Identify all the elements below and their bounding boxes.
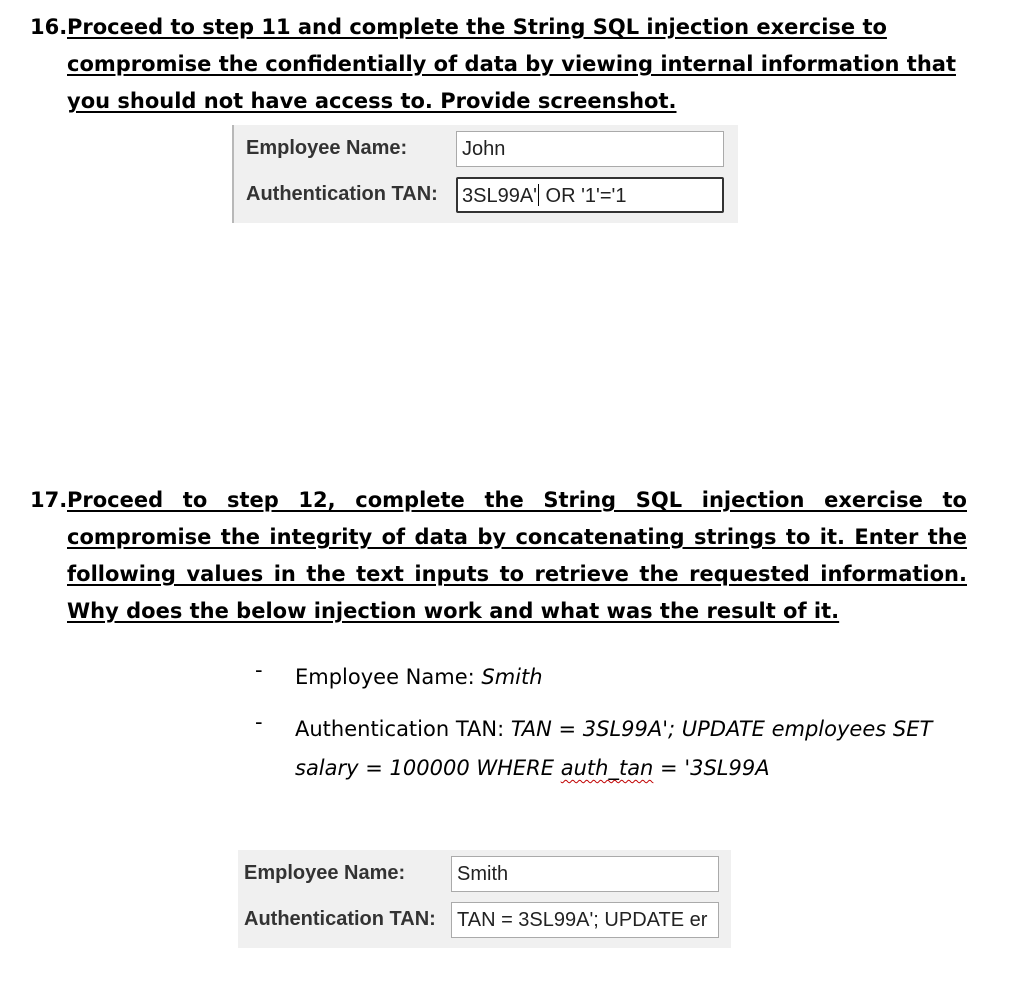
screenshot-panel-q17 (238, 850, 731, 948)
spellcheck-underlined-word: auth_tan (560, 756, 654, 780)
bullet-value-end: = '3SL99A (653, 756, 770, 780)
auth-tan-value-before-caret: 3SL99A' (462, 185, 537, 207)
auth-tan-value: TAN = 3SL99A'; UPDATE er (457, 909, 708, 931)
employee-name-label: Employee Name: (246, 137, 408, 159)
question-number: 16. (30, 15, 68, 39)
bullet-label: Authentication TAN: (295, 717, 511, 741)
list-dash: - (255, 710, 263, 734)
auth-tan-value-after-caret: OR '1'='1 (540, 185, 627, 207)
question-number: 17. (30, 488, 68, 512)
employee-name-row (238, 854, 731, 898)
auth-tan-input[interactable] (456, 177, 724, 213)
auth-tan-input[interactable] (451, 902, 719, 938)
employee-name-value: Smith (457, 863, 509, 885)
list-item-text (295, 658, 955, 697)
list-dash: - (255, 658, 263, 682)
auth-tan-label: Authentication TAN: (244, 908, 436, 930)
screenshot-panel-q16 (232, 125, 738, 223)
question-text: Proceed to step 11 and complete the String SQL injection exercise to compromise the confidentially of data by viewing internal information that you should not have access to. Provide screenshot. (67, 15, 956, 113)
employee-name-row (234, 129, 738, 173)
auth-tan-row (238, 900, 731, 944)
auth-tan-row (234, 175, 738, 219)
bullet-value: Smith (481, 665, 543, 689)
bullet-value: TAN = 3SL99A'; UPDATE employees SET salary = 100000 WHERE (295, 717, 933, 780)
employee-name-input[interactable] (456, 131, 724, 167)
question-text: Proceed to step 12, complete the String SQL injection exercise to compromise the integrity of data by concatenating strings to it. Enter the following values in the text inputs to retrieve the requested information. Why does the below injection work and what was the result of it. (67, 488, 967, 623)
employee-name-label: Employee Name: (244, 862, 406, 884)
employee-name-input[interactable] (451, 856, 719, 892)
auth-tan-label: Authentication TAN: (246, 183, 438, 205)
text-caret (538, 184, 539, 206)
employee-name-value: John (462, 138, 506, 160)
list-item-text (295, 710, 955, 788)
bullet-label: Employee Name: (295, 665, 482, 689)
